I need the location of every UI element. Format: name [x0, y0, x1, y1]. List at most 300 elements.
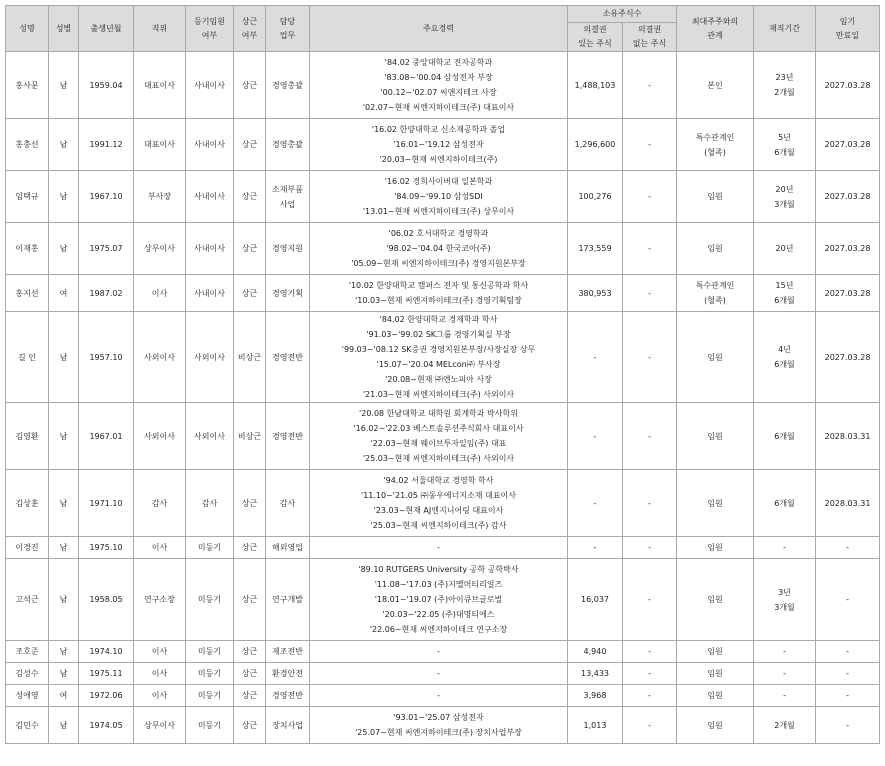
career-cell-line: '20.03~'22.05 (주)대명티에스 — [382, 610, 495, 619]
nonvoting-shares-cell: - — [623, 707, 677, 744]
fulltime-cell: 상근 — [234, 685, 266, 707]
career-cell — [310, 312, 568, 403]
relation-cell-line: 임원 — [707, 691, 723, 700]
duty-cell-line: 경영전반 — [272, 352, 303, 362]
tenure-cell-line: 2개월 — [774, 720, 795, 730]
voting-shares-cell: 3,968 — [568, 685, 623, 707]
tenure-cell — [754, 403, 816, 470]
tenure-cell-line: - — [783, 543, 786, 552]
relation-cell-line: 임원 — [707, 352, 723, 362]
birth-cell: 1974.10 — [79, 641, 134, 663]
header-shares: 소유주식수 — [568, 6, 677, 23]
career-cell — [310, 119, 568, 171]
career-cell-line: '10.03~현재 씨엔지하이테크(주) 경영기획팀장 — [355, 296, 522, 305]
term-expiry-cell: 2027.03.28 — [816, 312, 880, 403]
table-row — [6, 685, 880, 707]
nonvoting-shares-cell: - — [623, 537, 677, 559]
tenure-cell-line: 3개월 — [774, 602, 795, 612]
header-duty-line2: 업무 — [279, 30, 296, 40]
nonvoting-shares-cell: - — [623, 559, 677, 641]
tenure-cell — [754, 52, 816, 119]
fulltime-cell: 상근 — [234, 663, 266, 685]
header-fulltime — [234, 6, 266, 52]
fulltime-cell: 상근 — [234, 707, 266, 744]
registered-cell: 감사 — [186, 470, 234, 537]
gender-cell: 남 — [49, 403, 79, 470]
table-row — [6, 641, 880, 663]
table-row — [6, 223, 880, 275]
relation-cell-line: 특수관계인 — [695, 132, 735, 142]
header-registered-line2: 여부 — [201, 30, 218, 40]
duty-cell-line: 장치사업 — [272, 720, 303, 730]
position-cell: 대표이사 — [134, 52, 186, 119]
duty-cell-line: 감사 — [279, 498, 296, 508]
header-birth: 출생년월 — [79, 6, 134, 52]
tenure-cell — [754, 537, 816, 559]
nonvoting-shares-cell: - — [623, 275, 677, 312]
duty-cell-line: 경영전반 — [272, 431, 303, 441]
fulltime-cell: 상근 — [234, 52, 266, 119]
career-cell — [310, 685, 568, 707]
career-cell-line: '11.08~'17.03 (주)지멜머티리얼즈 — [374, 580, 503, 589]
term-expiry-cell: 2027.03.28 — [816, 52, 880, 119]
duty-cell — [266, 52, 310, 119]
career-cell-line: '84.02 한양대학교 경제학과 학사 — [379, 315, 498, 324]
table-header — [6, 6, 880, 52]
name-cell: 김상훈 — [6, 470, 49, 537]
career-cell-line: '25.07~현재 씨엔지하이테크(주) 장치사업부장 — [355, 728, 522, 737]
tenure-cell-line: 15년 — [775, 281, 794, 290]
position-cell: 이사 — [134, 537, 186, 559]
position-cell: 이사 — [134, 275, 186, 312]
term-expiry-cell: - — [816, 663, 880, 685]
career-cell — [310, 52, 568, 119]
header-nonvoting-line1: 의결권 — [637, 25, 662, 34]
table-row — [6, 119, 880, 171]
tenure-cell-line: 3년 — [778, 587, 791, 597]
career-cell-line: '93.01~'25.07 삼성전자 — [393, 713, 484, 722]
table-row — [6, 312, 880, 403]
career-cell-line: '20.08~현재 ㈜엔노피아 사장 — [385, 375, 492, 384]
name-cell: 김영환 — [6, 403, 49, 470]
position-cell: 이사 — [134, 685, 186, 707]
voting-shares-cell: - — [568, 470, 623, 537]
career-cell-line: '25.03~현재 씨엔지하이테크(주) 사외이사 — [362, 454, 515, 463]
duty-cell-line: 해외영업 — [272, 543, 303, 552]
career-cell-line: '20.03~현재 씨엔지하이테크(주) — [379, 155, 498, 164]
name-cell: 이경진 — [6, 537, 49, 559]
career-cell — [310, 641, 568, 663]
duty-cell-line: 경영총괄 — [272, 140, 303, 149]
birth-cell: 1971.10 — [79, 470, 134, 537]
tenure-cell — [754, 707, 816, 744]
career-cell-line: '25.03~현재 씨엔지하이테크(주) 감사 — [370, 521, 507, 530]
career-cell-line: '21.03~현재 씨엔지하이테크(주) 사외이사 — [362, 390, 515, 399]
header-career: 주요경력 — [310, 6, 568, 52]
term-expiry-cell: - — [816, 707, 880, 744]
career-cell-line: '11.10~'21.05 ㈜동우에너지소재 대표이사 — [361, 491, 516, 500]
tenure-cell-line: - — [783, 691, 786, 700]
tenure-cell — [754, 312, 816, 403]
header-position: 직위 — [134, 6, 186, 52]
duty-cell — [266, 685, 310, 707]
header-nonvoting-line2: 없는 주식 — [632, 39, 667, 48]
table-row — [6, 537, 880, 559]
voting-shares-cell: 13,433 — [568, 663, 623, 685]
header-tenure: 재직기간 — [754, 6, 816, 52]
header-voting-line2: 있는 주식 — [578, 39, 612, 48]
term-expiry-cell: - — [816, 685, 880, 707]
name-cell: 김성수 — [6, 663, 49, 685]
fulltime-cell: 상근 — [234, 171, 266, 223]
duty-cell — [266, 641, 310, 663]
nonvoting-shares-cell: - — [623, 685, 677, 707]
header-name: 성명 — [6, 6, 49, 52]
voting-shares-cell: 380,953 — [568, 275, 623, 312]
tenure-cell-line: - — [783, 647, 786, 656]
header-relation — [677, 6, 754, 52]
duty-cell-line: 제조전반 — [272, 647, 303, 656]
birth-cell: 1975.07 — [79, 223, 134, 275]
tenure-cell-line: 23년 — [775, 73, 794, 82]
fulltime-cell: 상근 — [234, 470, 266, 537]
tenure-cell — [754, 171, 816, 223]
position-cell: 사외이사 — [134, 312, 186, 403]
gender-cell: 여 — [49, 275, 79, 312]
career-cell-line: - — [437, 543, 440, 552]
registered-cell: 사외이사 — [186, 403, 234, 470]
relation-cell-line: 본인 — [707, 80, 723, 90]
career-cell — [310, 275, 568, 312]
tenure-cell — [754, 470, 816, 537]
birth-cell: 1987.02 — [79, 275, 134, 312]
duty-cell-line: 경영전반 — [272, 691, 303, 700]
voting-shares-cell: - — [568, 312, 623, 403]
career-cell-line: '84.02 중앙대학교 전자공학과 — [384, 58, 493, 67]
table-row — [6, 663, 880, 685]
term-expiry-cell: 2027.03.28 — [816, 171, 880, 223]
nonvoting-shares-cell: - — [623, 663, 677, 685]
relation-cell-line: 임원 — [707, 192, 723, 201]
career-cell — [310, 223, 568, 275]
registered-cell: 사내이사 — [186, 275, 234, 312]
tenure-cell-line: 20년 — [775, 184, 794, 194]
tenure-cell — [754, 663, 816, 685]
registered-cell: 사내이사 — [186, 223, 234, 275]
relation-cell-line: 임원 — [707, 720, 723, 730]
term-expiry-cell: 2028.03.31 — [816, 403, 880, 470]
header-nonvoting-shares — [623, 23, 677, 52]
relation-cell — [677, 641, 754, 663]
header-gender: 성별 — [49, 6, 79, 52]
header-term-line2: 만료일 — [835, 30, 860, 40]
gender-cell: 남 — [49, 707, 79, 744]
nonvoting-shares-cell: - — [623, 403, 677, 470]
relation-cell-line: 임원 — [707, 543, 723, 552]
career-cell-line: '15.07~'20.04 MELcon㈜ 부사장 — [376, 360, 501, 369]
table-row — [6, 275, 880, 312]
name-cell: 홍지선 — [6, 275, 49, 312]
tenure-cell — [754, 275, 816, 312]
table-body — [6, 52, 880, 744]
career-cell-line: '23.03~현재 AJ엔지니어링 대표이사 — [373, 506, 504, 515]
voting-shares-cell: - — [568, 403, 623, 470]
nonvoting-shares-cell: - — [623, 52, 677, 119]
gender-cell: 남 — [49, 171, 79, 223]
nonvoting-shares-cell: - — [623, 470, 677, 537]
career-cell — [310, 171, 568, 223]
career-cell-line: '98.02~'04.04 한국코아(주) — [386, 244, 491, 253]
voting-shares-cell: 1,013 — [568, 707, 623, 744]
duty-cell — [266, 119, 310, 171]
duty-cell — [266, 663, 310, 685]
duty-cell-line: 경영지원 — [272, 244, 303, 253]
relation-cell — [677, 171, 754, 223]
career-cell-line: '94.02 서울대학교 경영학 학사 — [383, 476, 494, 485]
name-cell: 홍사문 — [6, 52, 49, 119]
tenure-cell — [754, 559, 816, 641]
birth-cell: 1957.10 — [79, 312, 134, 403]
relation-cell — [677, 707, 754, 744]
position-cell: 상무이사 — [134, 707, 186, 744]
registered-cell: 미등기 — [186, 559, 234, 641]
career-cell — [310, 537, 568, 559]
table-row — [6, 52, 880, 119]
duty-cell-line: 사업 — [279, 199, 296, 209]
fulltime-cell: 상근 — [234, 559, 266, 641]
duty-cell — [266, 312, 310, 403]
relation-cell-line: 특수관계인 — [695, 281, 735, 290]
header-relation-line1: 최대주주와의 — [691, 16, 739, 26]
duty-cell — [266, 275, 310, 312]
registered-cell: 사내이사 — [186, 52, 234, 119]
relation-cell — [677, 403, 754, 470]
fulltime-cell: 상근 — [234, 119, 266, 171]
fulltime-cell: 상근 — [234, 537, 266, 559]
career-cell — [310, 470, 568, 537]
career-cell-line: '16.01~'19.12 삼성전자 — [393, 140, 484, 149]
header-term — [816, 6, 880, 52]
registered-cell: 미등기 — [186, 707, 234, 744]
birth-cell: 1959.04 — [79, 52, 134, 119]
gender-cell: 남 — [49, 641, 79, 663]
relation-cell-line: 임원 — [707, 498, 723, 508]
duty-cell — [266, 559, 310, 641]
fulltime-cell: 비상근 — [234, 403, 266, 470]
tenure-cell-line: 2개월 — [774, 88, 795, 97]
tenure-cell-line: - — [783, 669, 786, 678]
relation-cell-line: 임원 — [707, 431, 723, 441]
voting-shares-cell: 1,488,103 — [568, 52, 623, 119]
relation-cell — [677, 52, 754, 119]
gender-cell: 남 — [49, 663, 79, 685]
career-cell-line: - — [437, 647, 440, 656]
name-cell: 홍충선 — [6, 119, 49, 171]
career-cell-line: '20.08 한남대학교 대학원 회계학과 박사학위 — [359, 409, 518, 418]
tenure-cell — [754, 685, 816, 707]
gender-cell: 남 — [49, 223, 79, 275]
position-cell: 상무이사 — [134, 223, 186, 275]
table-row — [6, 403, 880, 470]
header-relation-line2: 관계 — [707, 30, 723, 40]
nonvoting-shares-cell: - — [623, 641, 677, 663]
career-cell — [310, 403, 568, 470]
gender-cell: 남 — [49, 470, 79, 537]
tenure-cell — [754, 641, 816, 663]
career-cell-line: '16.02 경희사이버대 일본학과 — [384, 177, 493, 186]
birth-cell: 1967.01 — [79, 403, 134, 470]
tenure-cell-line: 3개월 — [774, 199, 795, 209]
name-cell: 김민수 — [6, 707, 49, 744]
fulltime-cell: 비상근 — [234, 312, 266, 403]
table-row — [6, 171, 880, 223]
career-cell — [310, 559, 568, 641]
position-cell: 연구소장 — [134, 559, 186, 641]
birth-cell: 1967.10 — [79, 171, 134, 223]
term-expiry-cell: - — [816, 537, 880, 559]
career-cell-line: '10.02 한양대학교 캠퍼스 전자 및 통신공학과 학사 — [348, 281, 529, 290]
career-cell-line: '05.09~현재 씨엔지하이테크(주) 경영지원본부장 — [351, 259, 526, 268]
table-row — [6, 559, 880, 641]
position-cell: 이사 — [134, 641, 186, 663]
registered-cell: 미등기 — [186, 537, 234, 559]
header-voting-line1: 의결권 — [583, 25, 607, 34]
relation-cell — [677, 119, 754, 171]
voting-shares-cell: 100,276 — [568, 171, 623, 223]
tenure-cell-line: 4년 — [778, 345, 791, 354]
relation-cell — [677, 275, 754, 312]
name-cell: 조호준 — [6, 641, 49, 663]
tenure-cell-line: 6개월 — [774, 360, 795, 369]
name-cell: 이재홍 — [6, 223, 49, 275]
position-cell: 부사장 — [134, 171, 186, 223]
duty-cell-line: 경영총괄 — [272, 80, 303, 90]
tenure-cell-line: 6개월 — [774, 498, 795, 508]
gender-cell: 남 — [49, 119, 79, 171]
name-cell: 고석근 — [6, 559, 49, 641]
name-cell: 길 인 — [6, 312, 49, 403]
birth-cell: 1991.12 — [79, 119, 134, 171]
term-expiry-cell: 2027.03.28 — [816, 275, 880, 312]
relation-cell — [677, 559, 754, 641]
tenure-cell-line: 20년 — [775, 244, 794, 253]
header-fulltime-line2: 여부 — [241, 30, 258, 40]
executive-table-container — [5, 5, 880, 744]
relation-cell-line: 임원 — [707, 244, 723, 253]
career-cell-line: '22.06~현재 씨엔지하이테크 연구소장 — [369, 625, 508, 634]
fulltime-cell: 상근 — [234, 641, 266, 663]
relation-cell — [677, 685, 754, 707]
registered-cell: 미등기 — [186, 641, 234, 663]
tenure-cell — [754, 223, 816, 275]
relation-cell — [677, 537, 754, 559]
relation-cell — [677, 470, 754, 537]
gender-cell: 남 — [49, 52, 79, 119]
nonvoting-shares-cell: - — [623, 312, 677, 403]
fulltime-cell: 상근 — [234, 223, 266, 275]
nonvoting-shares-cell: - — [623, 119, 677, 171]
duty-cell-line: 환경안전 — [272, 669, 303, 678]
birth-cell: 1972.06 — [79, 685, 134, 707]
relation-cell-line: 임원 — [707, 595, 723, 604]
registered-cell: 미등기 — [186, 685, 234, 707]
registered-cell: 사내이사 — [186, 119, 234, 171]
relation-cell-line: (혈족) — [704, 147, 726, 157]
career-cell-line: '91.03~'99.02 SK그룹 경영기획실 부장 — [366, 330, 511, 339]
voting-shares-cell: 4,940 — [568, 641, 623, 663]
table-row — [6, 707, 880, 744]
career-cell-line: '99.03~'08.12 SK증권 경영지원본부장/사장실장 상무 — [341, 345, 536, 354]
career-cell-line: '18.01~'19.07 (주)아이큐브글로벌 — [374, 595, 503, 604]
career-cell-line: '22.03~현재 웨이브투자일임(주) 대표 — [370, 439, 507, 448]
header-fulltime-line1: 상근 — [241, 16, 258, 26]
voting-shares-cell: 16,037 — [568, 559, 623, 641]
tenure-cell-line: 5년 — [778, 132, 791, 142]
gender-cell: 여 — [49, 685, 79, 707]
duty-cell — [266, 537, 310, 559]
birth-cell: 1958.05 — [79, 559, 134, 641]
duty-cell-line: 연구개발 — [272, 595, 303, 604]
table-row — [6, 470, 880, 537]
career-cell-line: - — [437, 669, 440, 678]
relation-cell — [677, 223, 754, 275]
birth-cell: 1975.11 — [79, 663, 134, 685]
nonvoting-shares-cell: - — [623, 223, 677, 275]
fulltime-cell: 상근 — [234, 275, 266, 312]
career-cell-line: - — [437, 691, 440, 700]
career-cell — [310, 663, 568, 685]
term-expiry-cell: - — [816, 559, 880, 641]
position-cell: 사외이사 — [134, 403, 186, 470]
career-cell-line: '16.02 한양대학교 신소재공학과 졸업 — [371, 125, 506, 134]
gender-cell: 남 — [49, 559, 79, 641]
career-cell-line: '13.01~현재 씨엔지하이테크(주) 상무이사 — [362, 207, 515, 216]
registered-cell: 사외이사 — [186, 312, 234, 403]
tenure-cell-line: 6개월 — [774, 296, 795, 305]
registered-cell: 미등기 — [186, 663, 234, 685]
executives-table — [5, 5, 880, 744]
career-cell-line: '89.10 RUTGERS University 공학 공학박사 — [358, 565, 519, 574]
term-expiry-cell: 2028.03.31 — [816, 470, 880, 537]
term-expiry-cell: - — [816, 641, 880, 663]
career-cell-line: '00.12~'02.07 씨앤지테크 사장 — [380, 88, 497, 97]
relation-cell — [677, 663, 754, 685]
term-expiry-cell: 2027.03.28 — [816, 119, 880, 171]
voting-shares-cell: - — [568, 537, 623, 559]
career-cell-line: '02.07~현재 씨엔지하이테크(주) 대표이사 — [362, 103, 515, 112]
tenure-cell-line: 6개월 — [774, 147, 795, 157]
gender-cell: 남 — [49, 537, 79, 559]
duty-cell — [266, 223, 310, 275]
position-cell: 대표이사 — [134, 119, 186, 171]
name-cell: 임택규 — [6, 171, 49, 223]
career-cell-line: '84.09~'99.10 삼성SDI — [394, 192, 483, 201]
header-duty — [266, 6, 310, 52]
position-cell: 감사 — [134, 470, 186, 537]
career-cell — [310, 707, 568, 744]
header-registered — [186, 6, 234, 52]
duty-cell — [266, 171, 310, 223]
header-voting-shares — [568, 23, 623, 52]
career-cell-line: '83.08~'00.04 삼성전자 부장 — [384, 73, 493, 82]
tenure-cell — [754, 119, 816, 171]
birth-cell: 1975.10 — [79, 537, 134, 559]
relation-cell-line: 임원 — [707, 647, 723, 656]
nonvoting-shares-cell: - — [623, 171, 677, 223]
duty-cell — [266, 470, 310, 537]
duty-cell — [266, 707, 310, 744]
relation-cell-line: (혈족) — [704, 296, 726, 305]
